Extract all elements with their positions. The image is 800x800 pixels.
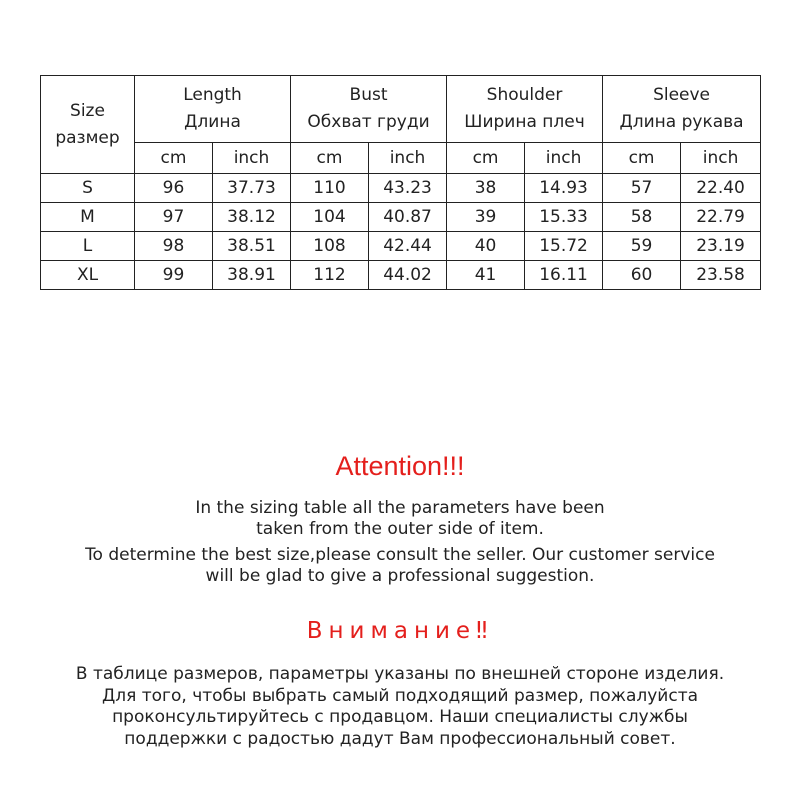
size-header-en: Size	[70, 100, 105, 121]
length-header-en: Length	[183, 85, 242, 105]
notice-ru-line: поддержки с радостью дадут Вам профессиональный совет.	[124, 728, 676, 749]
notice-en-paragraph-1	[0, 498, 800, 540]
size-chart-table	[40, 75, 761, 290]
unit-cell: inch	[213, 143, 291, 174]
value-cell: 40	[447, 232, 525, 261]
bust-header	[291, 76, 447, 143]
unit-cell: cm	[447, 143, 525, 174]
value-cell: 99	[135, 261, 213, 290]
shoulder-header-ru: Ширина плеч	[464, 112, 585, 132]
notice-ru-line: В таблице размеров, параметры указаны по внешней стороне изделия.	[75, 664, 725, 684]
notice-en-paragraph-2	[0, 545, 800, 587]
value-cell: 22.40	[681, 174, 761, 203]
value-cell: 43.23	[369, 174, 447, 203]
value-cell: 57	[603, 174, 681, 203]
sleeve-header-en: Sleeve	[653, 85, 711, 105]
unit-cell: inch	[681, 143, 761, 174]
attention-heading-en: Attention!!!	[335, 451, 465, 481]
value-cell: 97	[135, 203, 213, 232]
value-cell: 60	[603, 261, 681, 290]
value-cell: 15.72	[525, 232, 603, 261]
table-row	[41, 174, 761, 203]
value-cell: 16.11	[525, 261, 603, 290]
size-cell: M	[41, 203, 135, 232]
value-cell: 14.93	[525, 174, 603, 203]
shoulder-header-en: Shoulder	[486, 85, 563, 105]
length-header	[135, 76, 291, 143]
notice-en-line: To determine the best size,please consult the seller. Our customer service	[85, 545, 715, 565]
value-cell: 110	[291, 174, 369, 203]
value-cell: 39	[447, 203, 525, 232]
length-header-ru: Длина	[184, 112, 241, 132]
value-cell: 40.87	[369, 203, 447, 232]
attention-heading-ru: Внимание‼	[306, 618, 494, 644]
value-cell: 38.12	[213, 203, 291, 232]
value-cell: 59	[603, 232, 681, 261]
sleeve-header-ru: Длина рукава	[619, 112, 744, 132]
value-cell: 44.02	[369, 261, 447, 290]
bust-header-en: Bust	[349, 85, 388, 105]
notice-en-line: will be glad to give a professional suggestion.	[205, 566, 595, 586]
value-cell: 112	[291, 261, 369, 290]
size-cell: XL	[41, 261, 135, 290]
size-header-ru: размер	[55, 127, 120, 148]
value-cell: 98	[135, 232, 213, 261]
size-cell: L	[41, 232, 135, 261]
notice-en-line: taken from the outer side of item.	[256, 519, 544, 539]
table-header-row	[41, 76, 761, 143]
value-cell: 108	[291, 232, 369, 261]
size-cell: S	[41, 174, 135, 203]
sleeve-header	[603, 76, 761, 143]
shoulder-header	[447, 76, 603, 143]
bust-header-ru: Обхват груди	[307, 112, 430, 132]
table-row	[41, 232, 761, 261]
value-cell: 23.58	[681, 261, 761, 290]
value-cell: 41	[447, 261, 525, 290]
unit-cell: cm	[603, 143, 681, 174]
table-row	[41, 203, 761, 232]
value-cell: 96	[135, 174, 213, 203]
value-cell: 104	[291, 203, 369, 232]
value-cell: 15.33	[525, 203, 603, 232]
notice-ru-line: Для того, чтобы выбрать самый подходящий размер, пожалуйста	[101, 685, 699, 706]
notice-en-line: In the sizing table all the parameters have been	[195, 498, 605, 518]
unit-cell: cm	[135, 143, 213, 174]
table-row	[41, 261, 761, 290]
value-cell: 23.19	[681, 232, 761, 261]
value-cell: 37.73	[213, 174, 291, 203]
value-cell: 22.79	[681, 203, 761, 232]
notice-ru-paragraph	[0, 664, 800, 750]
unit-cell: cm	[291, 143, 369, 174]
value-cell: 38.91	[213, 261, 291, 290]
unit-cell: inch	[525, 143, 603, 174]
value-cell: 38.51	[213, 232, 291, 261]
value-cell: 58	[603, 203, 681, 232]
unit-cell: inch	[369, 143, 447, 174]
size-header-cell	[41, 76, 135, 174]
unit-header-row	[41, 143, 761, 174]
value-cell: 38	[447, 174, 525, 203]
notice-ru-line: проконсультируйтесь с продавцом. Наши специалисты службы	[112, 707, 688, 727]
value-cell: 42.44	[369, 232, 447, 261]
